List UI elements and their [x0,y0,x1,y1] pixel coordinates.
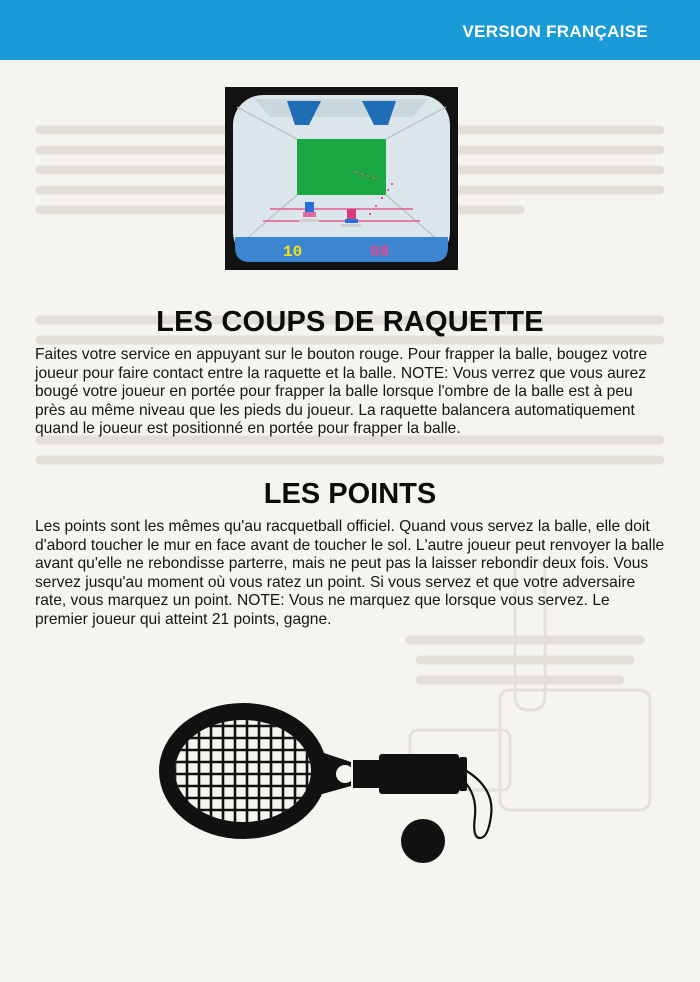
section-title-strokes: LES COUPS DE RAQUETTE [156,306,544,338]
game-screenshot [225,87,458,270]
language-label: VERSION FRANÇAISE [462,22,648,41]
section-title-points: LES POINTS [263,478,437,510]
racquet-ball-icon [155,698,535,873]
tv-screen [225,87,458,270]
score-right: 08 [370,243,390,261]
section-body-strokes: Faites votre service en appuyant sur le bouton rouge. Pour frapper la balle, bougez votre joueur pour faire contact entre la raquette et la balle. NOTE: Vous verrez que vous aurez bougé votre joueur en portée pour frapper la balle lorsque l'ombre de la balle est à peu près au même niveau que les pieds du joueur. La raquette balancera automatiquement quand le joueur est positionné en portée pour frapper la balle. [35,346,647,437]
score-left: 10 [283,243,303,261]
section-body-points: Les points sont les mêmes qu'au racquetball officiel. Quand vous servez la balle, elle doit d'abord toucher le mur en face avant de toucher le sol. L'autre joueur peut renvoyer la balle avant qu'elle ne rebondisse parterre, mais ne peut pas la laisser rebondir deux fois. Vous servez jusqu'au moment où vous ratez un point. Si vous servez et que votre adversaire rate, vous marquez un point. NOTE: Vous ne marquez que lorsque vous servez. Le premier joueur qui atteint 21 points, gagne. [35,518,665,628]
